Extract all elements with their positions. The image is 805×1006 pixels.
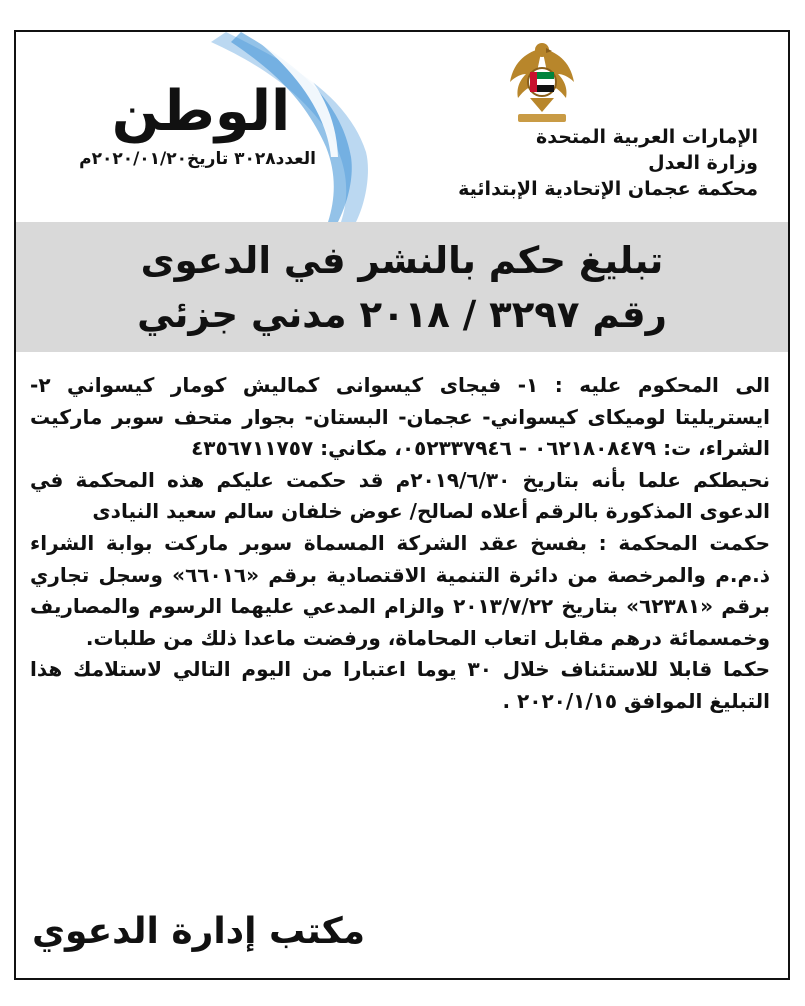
title-line-1: تبليغ حكم بالنشر في الدعوى xyxy=(140,239,664,282)
newspaper-name: الوطن xyxy=(111,79,291,144)
appeal-paragraph: حكما قابلا للاستئناف خلال ٣٠ يوما اعتبارا من اليوم التالي لاستلامك هذا التبليغ الموافق ٢٠٢٠/١/١٥ . xyxy=(30,657,770,713)
advertisement-frame xyxy=(14,30,790,980)
title-band xyxy=(16,222,788,352)
title-line-2: رقم ٣٢٩٧ / ٢٠١٨ مدني جزئي xyxy=(137,293,667,336)
court-block xyxy=(378,124,758,202)
header xyxy=(16,32,788,222)
ministry-name: وزارة العدل xyxy=(648,152,758,174)
uae-emblem-icon xyxy=(506,38,578,124)
country-name: الإمارات العربية المتحدة xyxy=(536,126,758,148)
signature: مكتب إدارة الدعوي xyxy=(32,911,366,952)
ruling-paragraph: حكمت المحكمة : بفسخ عقد الشركة المسماة سوبر ماركت بوابة الشراء ذ.م.م والمرخصة من دائرة التنمية الاقتصادية برقم «٦٦٠١٦» وسجل تجاري برقم «٦٢٣٨١» بتاريخ ٢٠١٣/٧/٢٢ والزام المدعي عليهما الرسوم والمصاريف وخمسمائة درهم مقابل اتعاب المحاماة، ورفضت ماعدا ذلك من طلبات. xyxy=(30,530,770,650)
notification-paragraph: نحيطكم علما بأنه بتاريخ ٢٠١٩/٦/٣٠م قد حكمت عليكم هذه المحكمة في الدعوى المذكورة بالرقم أعلاه لصالح/ عوض خلفان سالم سعيد النيادى xyxy=(30,467,770,524)
notice-body xyxy=(30,370,770,718)
issue-info: العدد٣٠٢٨ تاريخ٢٠٢٠/٠١/٢٠م xyxy=(79,149,316,169)
court-name: محكمة عجمان الإتحادية الإبتدائية xyxy=(458,178,758,200)
defendants-paragraph: الى المحكوم عليه : ١- فيجاى كيسوانى كماليش كومار كيسواني ٢- ايستريليتا لوميكاى كيسواني- عجمان- البستان- بجوار متحف سوبر ماركيت الشراء، ت: ٠٦٢١٨٠٨٤٧٩ - ٠٥٢٣٣٧٩٤٦، مكاني: ٤٣٥٦٧١١٧٥٧ xyxy=(30,373,771,461)
newspaper-block xyxy=(79,79,316,170)
